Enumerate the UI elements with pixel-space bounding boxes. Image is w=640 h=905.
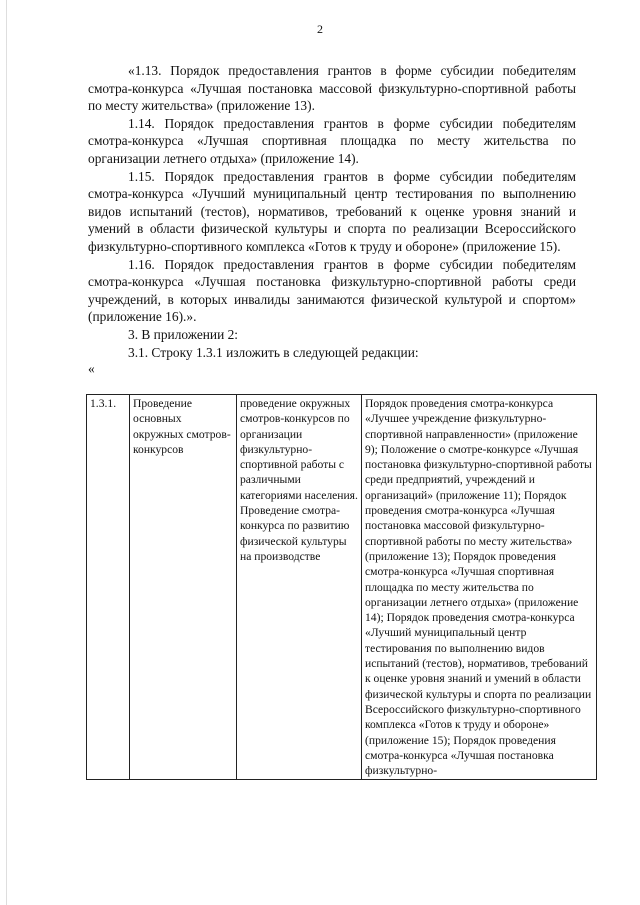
page-number: 2 — [317, 22, 323, 36]
paragraph-1-13: «1.13. Порядок предоставления грантов в форме субсидии победителям смотра-конкурса «Лучшая постановка массовой физкультурно-спортивной работы по месту жительства» (приложение 13). — [88, 63, 576, 114]
table-row — [87, 395, 597, 780]
regulation-documents-cell: Порядок проведения смотра-конкурса «Лучшее учреждение физкультурно-спортивной направленности» (приложение 9); Положение о смотре-конкурсе «Лучшая постановка физкультурно-спортивной работы среди предприятий, учреждений и организаций» (приложение 11); Порядок проведения смотра-конкурса «Лучшая постановка массовой физкультурно-спортивной работы по месту жительства» (приложение 13); Порядок проведения смотра-конкурса «Лучшая спортивная площадка по месту жительства по организации летнего отдыха» (приложение 14); Порядок проведения смотра-конкурса «Лучший муниципальный центр тестирования по выполнению видов испытаний (тестов), нормативов, требований к оценке уровня знаний и умений в области физической культуры и спорта по реализации Всероссийского физкультурно-спортивного комплекса «Готов к труду и обороне» (приложение 15); Порядок проведения смотра-конкурса «Лучшая постановка физкультурно- — [362, 395, 597, 780]
appendix-row-table — [86, 394, 597, 780]
opening-quote: « — [88, 361, 95, 377]
paragraph-1-16: 1.16. Порядок предоставления грантов в форме субсидии победителям смотра-конкурса «Лучшая постановка физкультурно-спортивной работы среди учреждений, в которых инвалиды занимаются физической культурой и спортом» (приложение 16).». — [88, 256, 576, 325]
item-3-1: 3.1. Строку 1.3.1 изложить в следующей редакции: — [128, 344, 419, 360]
document-body — [88, 62, 576, 377]
row-number-cell: 1.3.1. — [87, 395, 130, 780]
scan-edge — [6, 0, 7, 905]
paragraph-1-14: 1.14. Порядок предоставления грантов в форме субсидии победителям смотра-конкурса «Лучшая спортивная площадка по месту жительства по организации летнего отдыха» (приложение 14). — [88, 115, 576, 166]
event-name-cell: Проведение основных окружных смотров-конкурсов — [130, 395, 237, 780]
paragraph-1-15: 1.15. Порядок предоставления грантов в форме субсидии победителям смотра-конкурса «Лучший муниципальный центр тестирования по выполнению видов испытаний (тестов), нормативов, требований к оценке уровня знаний и умений в области физической культуры и спорта по реализации Всероссийского физкультурно-спортивного комплекса «Готов к труду и обороне» (приложение 15). — [88, 168, 576, 254]
event-description-cell: проведение окружных смотров-конкурсов по организации физкультурно-спортивной работы с различными категориями населения. Проведение смотра-конкурса по развитию физической культуры на производстве — [237, 395, 362, 780]
item-3: 3. В приложении 2: — [128, 326, 239, 342]
